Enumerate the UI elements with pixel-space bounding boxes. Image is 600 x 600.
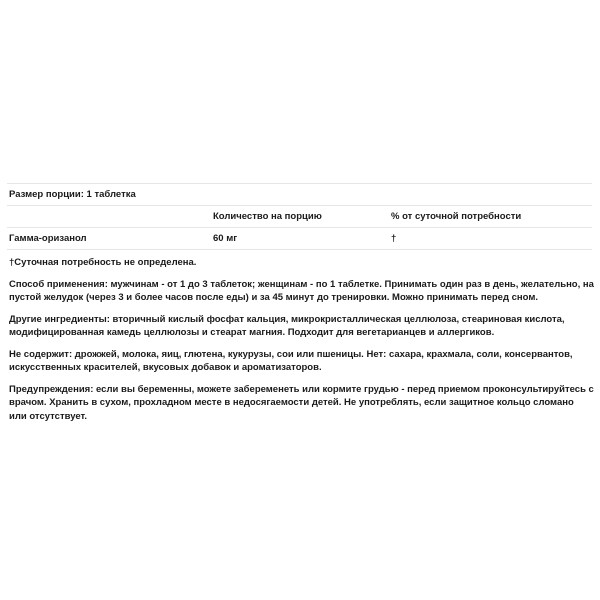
header-amount-per-serving: Количество на порцию xyxy=(213,211,322,222)
serving-size-label: Размер порции: 1 таблетка xyxy=(9,189,136,200)
table-row xyxy=(7,227,592,250)
usage-instructions: Способ применения: мужчинам - от 1 до 3 таблеток; женщинам - по 1 таблетке. Принимать один раз в день, желательно, на пустой желудок (через 3 и более часов после еды) и за 45 минут до тренировки. Можно принимать перед сном. xyxy=(9,278,594,303)
other-ingredients: Другие ингредиенты: вторичный кислый фосфат кальция, микрокристаллическая целлюлоза, стеариновая кислота, модифицированная камедь целлюлозы и стеарат магния. Подходит для вегетарианцев и аллергиков. xyxy=(9,313,565,338)
nutrient-name: Гамма-оризанол xyxy=(9,233,87,244)
supplement-facts-panel xyxy=(7,183,592,250)
serving-size-row xyxy=(7,183,592,205)
free-from-statement: Не содержит: дрожжей, молока, яиц, глютена, кукурузы, сои или пшеницы. Нет: сахара, крахмала, соли, консервантов, искусственных красителей, вкусовых добавок и ароматизаторов. xyxy=(9,348,573,373)
warnings: Предупреждения: если вы беременны, можете забеременеть или кормите грудью - перед приемом проконсультируйтесь с врачом. Хранить в сухом, прохладном месте в недосягаемости детей. Не употреблять, если защитное кольцо сломано или отсутствует. xyxy=(9,383,594,422)
daily-value-footnote: †Суточная потребность не определена. xyxy=(9,257,197,268)
product-notes xyxy=(9,256,594,431)
header-daily-value: % от суточной потребности xyxy=(391,211,522,222)
nutrient-amount: 60 мг xyxy=(213,233,238,244)
nutrient-daily-value: † xyxy=(391,233,397,244)
table-header-row xyxy=(7,205,592,227)
